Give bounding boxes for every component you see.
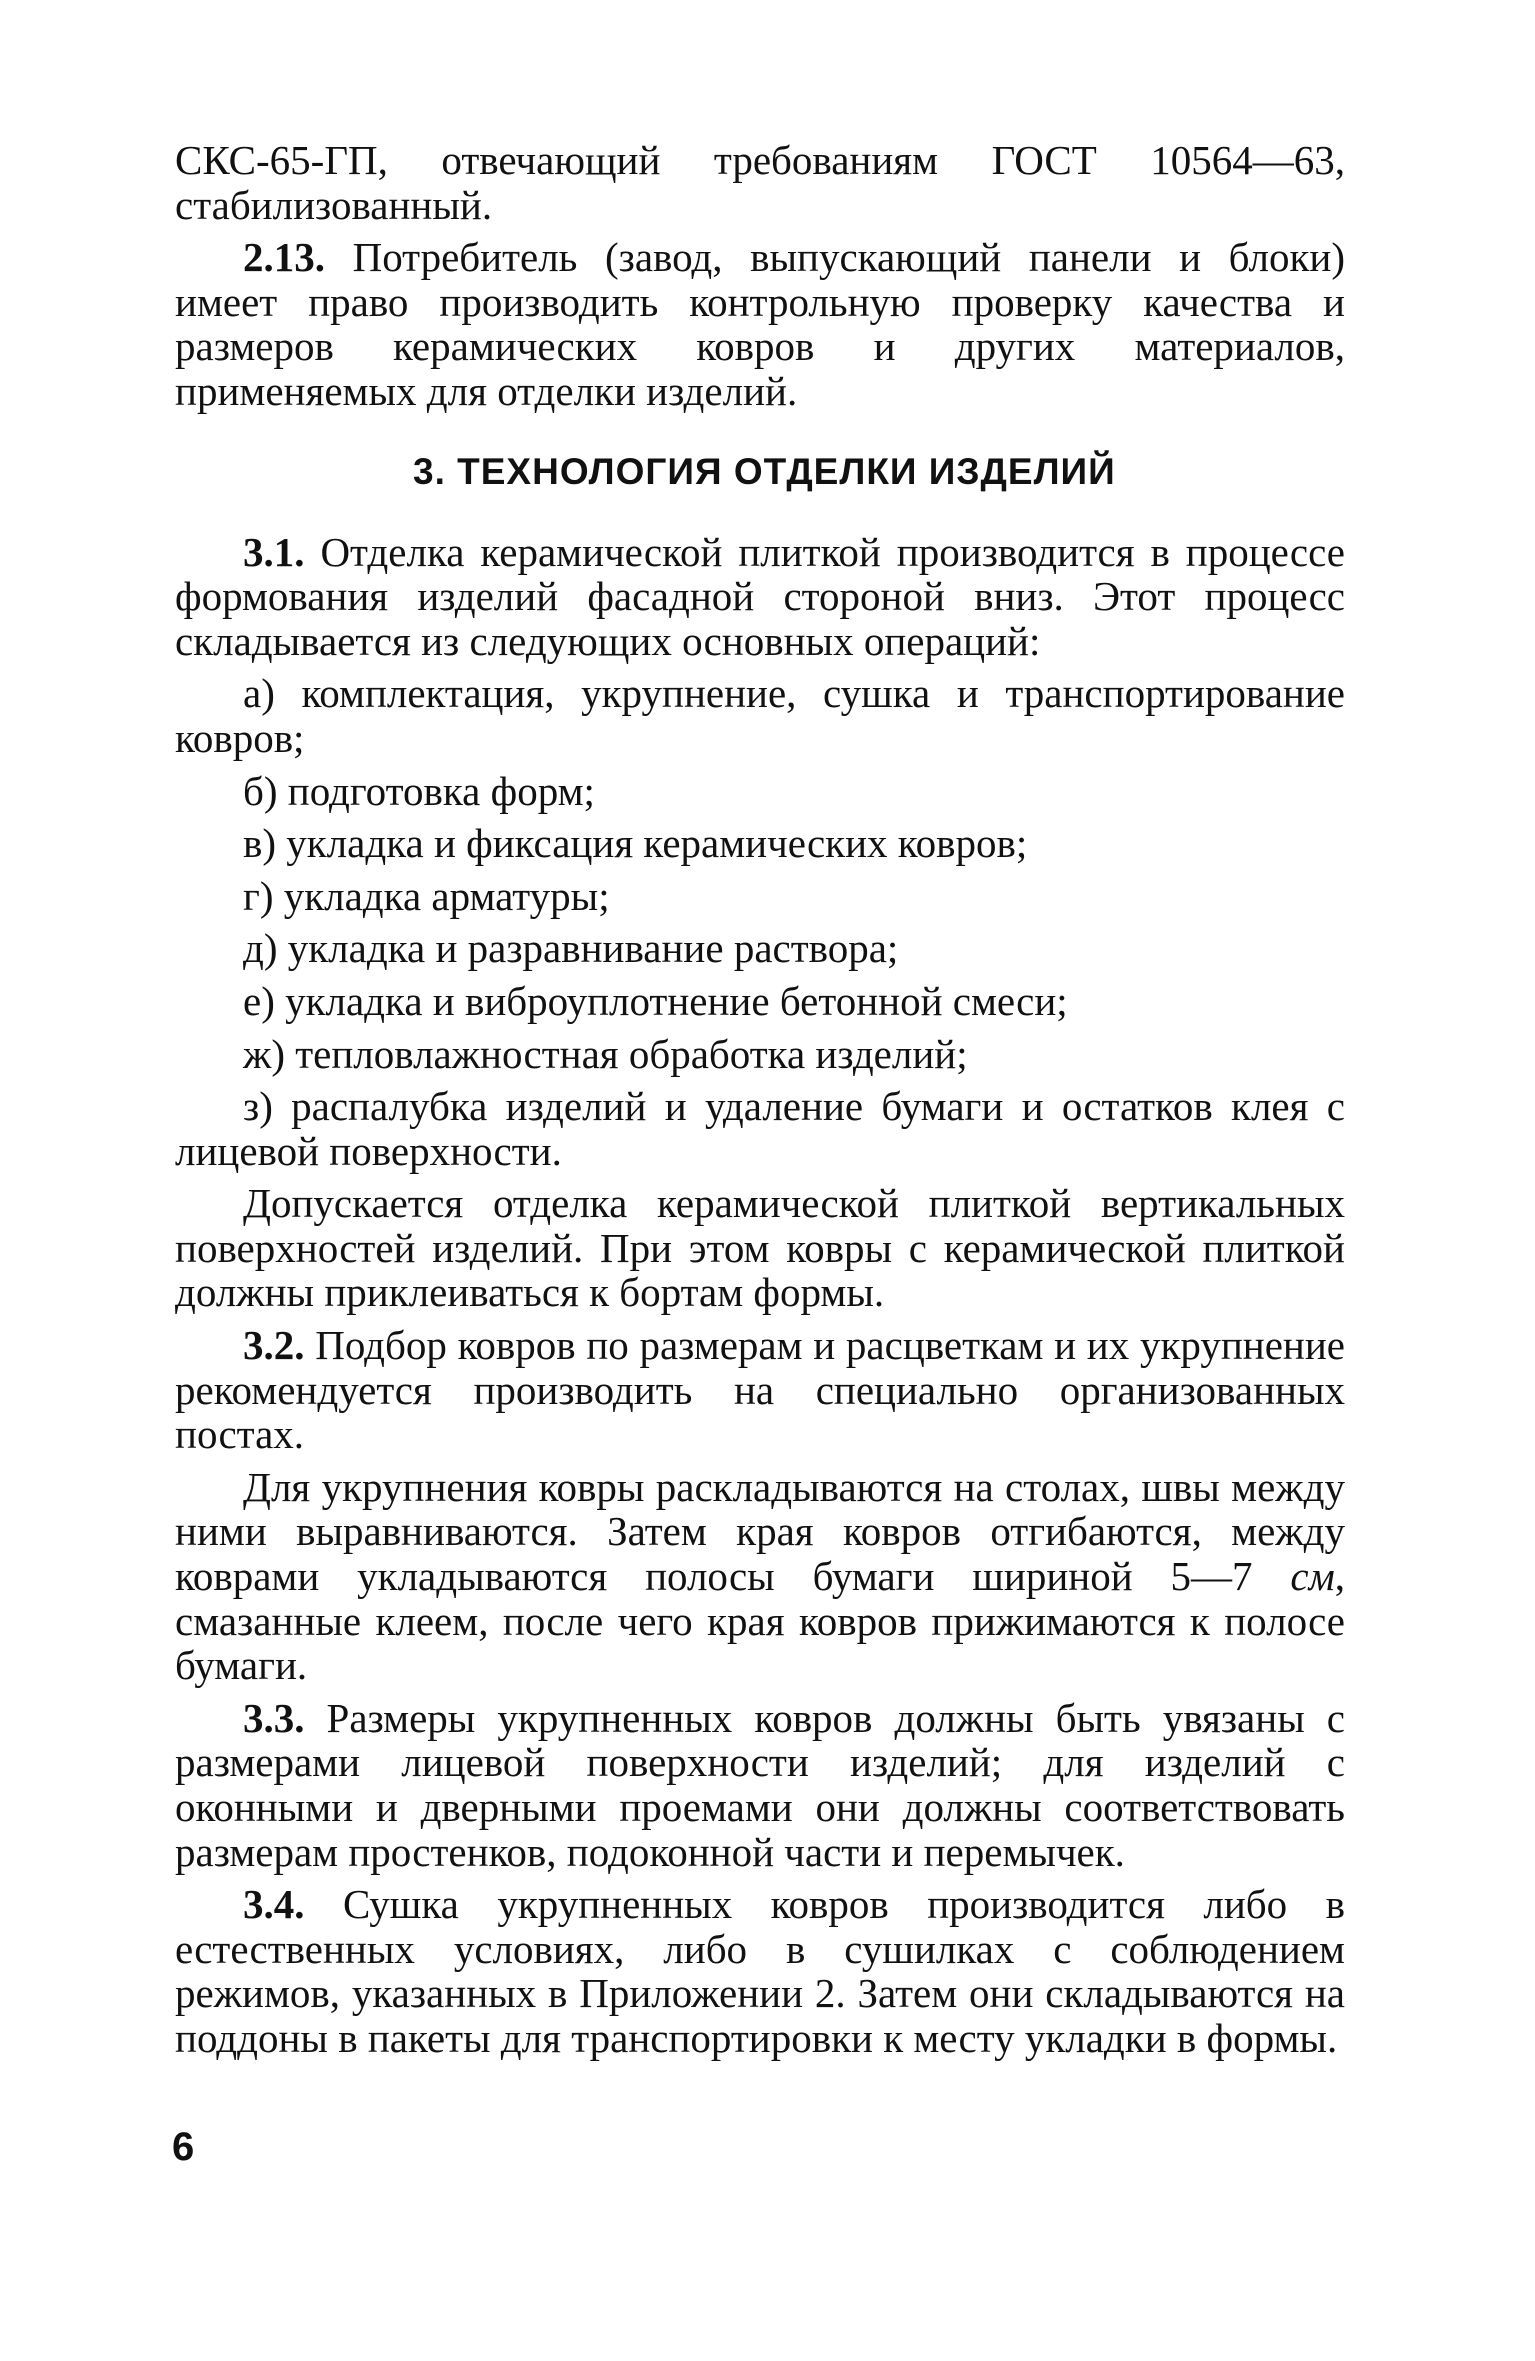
list-item: в) укладка и фиксация керамических ковров; [243,820,1028,867]
unit-label: см [1290,1553,1335,1600]
paragraph-2-13 [175,235,1345,413]
list-item: б) подготовка форм; [243,767,595,814]
list-item: з) распалубка изделий и удаление бумаги и остатков клея с лицевой поверхности. [175,1083,1345,1174]
paragraph-text: , смазанные клеем, после чего края ковров прижимаются к полосе бумаги. [175,1553,1345,1689]
paragraph-3-4 [175,1882,1345,2060]
paragraph-text: Подбор ковров по размерам и расцветкам и их укрупнение рекомендуется производить на специально организованных постах. [175,1322,1345,1458]
body-text [175,138,1345,2061]
paragraph-enlargement [175,1465,1345,1688]
list-item: д) укладка и разравнивание раствора; [243,925,899,972]
paragraph-text: Размеры укрупненных ковров должны быть увязаны с размерами лицевой поверхности изделий; для изделий с оконными и дверными проемами они должны соответствовать размерам простенков, подоконной части и перемычек. [175,1694,1345,1875]
paragraph-number: 3.4. [243,1881,305,1928]
paragraph-number: 3.2. [243,1322,305,1369]
list-item: е) укладка и виброуплотнение бетонной смеси; [243,977,1068,1024]
continuation-paragraph: СКС-65-ГП, отвечающий требованиям ГОСТ 10564—63, стабилизованный. [175,137,1345,228]
list-item: ж) тепловлажностная обработка изделий; [243,1030,968,1077]
paragraph-3-1 [175,530,1345,664]
paragraph-3-3 [175,1696,1345,1874]
paragraph-text: Потребитель (завод, выпускающий панели и блоки) имеет право производить контрольную проверку качества и размеров керамических ковров и других материалов, применяемых для отделки изделий. [175,234,1345,414]
page-number: 6 [172,2125,195,2169]
paragraph-text: Сушка укрупненных ковров производится либо в естественных условиях, либо в сушилках с соблюдением режимов, указанных в Приложении 2. Затем они складываются на поддоны в пакеты для транспортировки к месту укладки в формы. [175,1881,1345,2061]
paragraph-number: 3.1. [243,528,305,575]
paragraph-text: Для укрупнения ковры раскладываются на столах, швы между ними выравниваются. Затем края ковров отгибаются, между коврами укладываются полосы бумаги шириной 5—7 [175,1463,1345,1600]
paragraph-number: 2.13. [243,234,325,281]
list-item: г) укладка арматуры; [243,872,610,919]
list-item: а) комплектация, укрупнение, сушка и транспортирование ковров; [175,670,1345,761]
paragraph-text: Отделка керамической плиткой производится в процессе формования изделий фасадной стороной вниз. Этот процесс складывается из следующих основных операций: [175,528,1345,664]
paragraph-3-2 [175,1323,1345,1457]
paragraph-number: 3.3. [243,1694,305,1741]
paragraph-vertical-surfaces: Допускается отделка керамической плиткой вертикальных поверхностей изделий. При этом ковры с керамической плиткой должны приклеиваться к бортам формы. [175,1180,1345,1316]
section-heading: 3. ТЕХНОЛОГИЯ ОТДЕЛКИ ИЗДЕЛИЙ [413,450,1116,492]
